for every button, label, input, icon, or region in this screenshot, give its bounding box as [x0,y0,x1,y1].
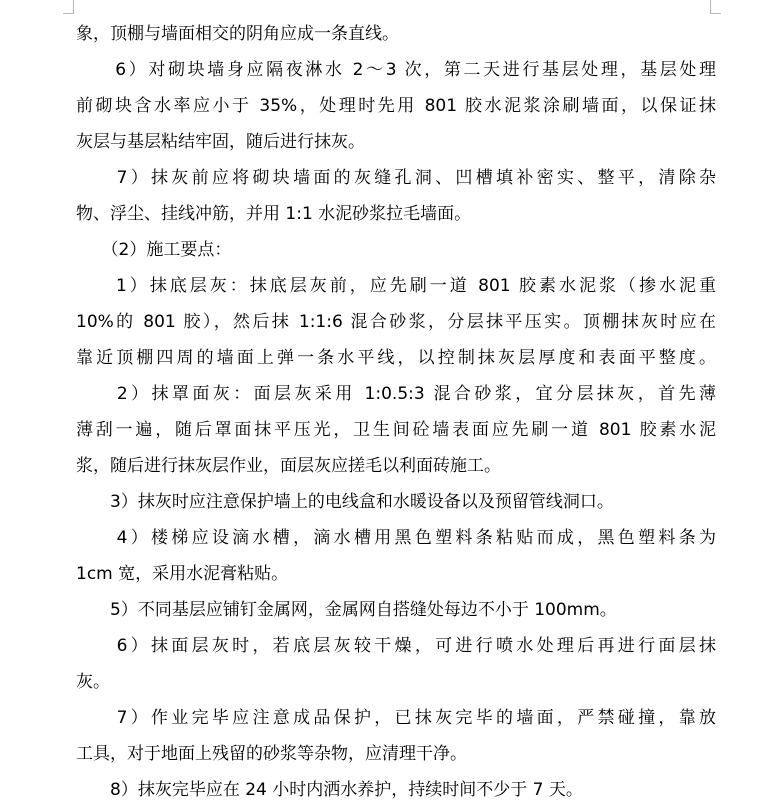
document-body [76,16,716,808]
text-line: 前砌块含水率应小于 35%，处理时先用 801 胶水泥浆涂刷墙面，以保证抹 [76,96,716,116]
text-line: 7）作业完毕应注意成品保护，已抹灰完毕的墙面，严禁碰撞，靠放 [76,708,716,728]
text-line: 象，顶棚与墙面相交的阴角应成一条直线。 [76,24,399,44]
text-line: 薄刮一遍，随后罩面抹平压光，卫生间砼墙表面应先刷一道 801 胶素水泥 [76,420,716,440]
text-line: 7）抹灰前应将砌块墙面的灰缝孔洞、凹槽填补密实、整平，清除杂 [76,168,716,188]
text-line: 灰。 [76,672,110,692]
text-line: 物、浮尘、挂线冲筋，并用 1:1 水泥砂浆拉毛墙面。 [76,204,472,224]
text-line: 3）抹灰时应注意保护墙上的电线盒和水暖设备以及预留管线洞口。 [76,492,614,512]
text-line: 灰层与基层粘结牢固，随后进行抹灰。 [76,132,365,152]
text-line: 10%的 801 胶），然后抹 1:1:6 混合砂浆，分层抹平压实。顶棚抹灰时应在 [76,312,716,332]
text-line: 工具，对于地面上残留的砂浆等杂物，应清理干净。 [76,744,467,764]
text-line: 1cm 宽，采用水泥膏粘贴。 [76,564,289,584]
margin-corner-mark-left [63,0,74,14]
text-line: 1）抹底层灰：抹底层灰前，应先刷一道 801 胶素水泥浆（掺水泥重 [76,276,716,296]
text-line: 靠近顶棚四周的墙面上弹一条水平线，以控制抹灰层厚度和表面平整度。 [76,348,716,368]
section-heading: （2）施工要点： [76,240,232,260]
text-line: 8）抹灰完毕应在 24 小时内洒水养护，持续时间不少于 7 天。 [76,780,583,800]
margin-corner-mark-right [710,0,721,14]
text-line: 2）抹罩面灰：面层灰采用 1:0.5:3 混合砂浆，宜分层抹灰，首先薄 [76,384,716,404]
text-line: 6）抹面层灰时，若底层灰较干燥，可进行喷水处理后再进行面层抹 [76,636,716,656]
text-line: 6）对砌块墙身应隔夜淋水 2～3 次，第二天进行基层处理，基层处理 [76,60,716,80]
text-line: 浆，随后进行抹灰层作业，面层灰应搓毛以利面砖施工。 [76,456,501,476]
text-line: 4）楼梯应设滴水槽，滴水槽用黑色塑料条粘贴而成，黑色塑料条为 [76,528,716,548]
text-line: 5）不同基层应铺钉金属网，金属网自搭缝处每边不小于 100mm。 [76,600,617,620]
